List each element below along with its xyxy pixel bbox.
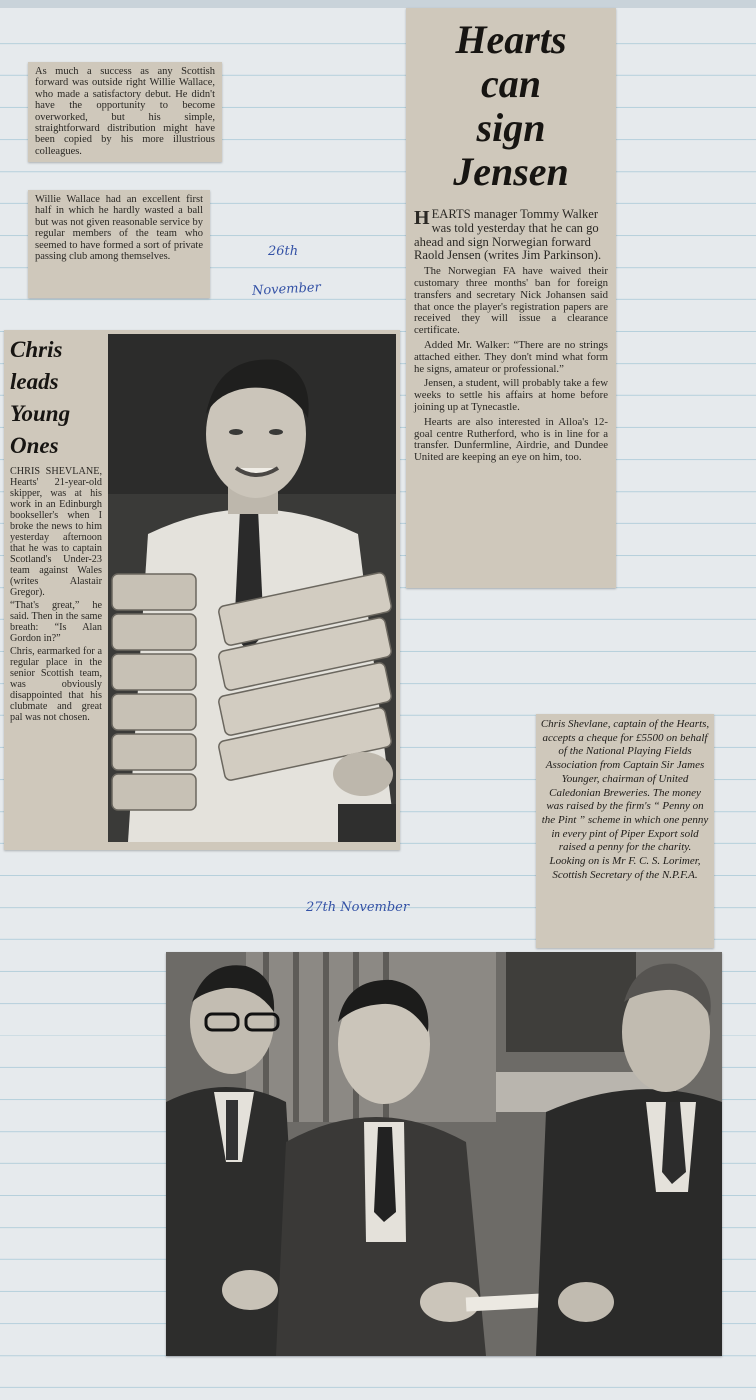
chris-headline-line-2: leads (10, 369, 59, 394)
cheque-photo-illustration (166, 952, 722, 1356)
jensen-headline-line-2: can (481, 61, 541, 106)
jensen-body (406, 194, 616, 473)
wallace-snippet-1 (28, 62, 222, 162)
jensen-headline-line-1: Hearts (455, 17, 567, 62)
chris-photo-illustration (108, 334, 396, 842)
jensen-headline-line-3: sign (476, 105, 546, 150)
handwritten-date-day: 26th (268, 244, 299, 259)
handwritten-date-2: 27th November (306, 900, 410, 915)
chris-text-column (10, 334, 102, 725)
jensen-lead (414, 208, 608, 263)
chris-article (4, 330, 400, 850)
jensen-headline-line-4: Jensen (453, 149, 569, 194)
chris-headline-line-4: Ones (10, 433, 59, 458)
handwritten-date-month: November (251, 280, 322, 299)
chris-paragraph: “That's great,” he said. Then in the same breath: “Is Alan Gordon in?” (10, 600, 102, 644)
cheque-presentation-photo (166, 952, 722, 1356)
jensen-paragraph: Hearts are also interested in Alloa's 12-goal centre Rutherford, who is in line for a transfer. Dunfermline, Airdrie, and Dundee United are keeping an eye on him, too. (414, 415, 608, 464)
chris-paragraph: Chris, earmarked for a regular place in the senior Scottish team, was obviously disappointed that his clubmate and great pal was not chosen. (10, 646, 102, 723)
jensen-paragraph: The Norwegian FA have waived their customary three months' ban for foreign transfers and secretary Nick Johansen said that once the player's registration papers are received they will issue a clearance certificate. (414, 265, 608, 337)
jensen-drop-cap: H (414, 207, 430, 229)
jensen-lead-text: EARTS manager Tommy Walker was told yesterday that he can go ahead and sign Norwegian forward Raold Jensen (writes Jim Parkinson). (414, 207, 602, 263)
chris-headline-line-3: Young (10, 401, 71, 426)
wallace-snippet-2 (28, 190, 210, 298)
jensen-paragraph: Added Mr. Walker: “There are no strings attached either. They don't mind what form he signs, amateur or professional.” (414, 338, 608, 375)
chris-headline-line-1: Chris (10, 337, 63, 362)
chris-shevlane-photo (108, 334, 396, 842)
chris-paragraph: CHRIS SHEVLANE, Hearts' 21-year-old skipper, was at his work in an Edinburgh bookseller's when I broke the news to him yesterday afternoon that he was to captain Scotland's Under-23 team against Wales (writes Alastair Gregor). (10, 466, 102, 598)
wallace-snippet-1-text: As much a success as any Scottish forward was outside right Willie Wallace, who made a satisfactory debut. He didn't have the opportunity to become overworked, but his simple, straightforward distribution might have been copied by his more illustrious colleagues. (35, 66, 215, 157)
chris-headline (10, 334, 102, 462)
page-top-edge (0, 0, 756, 8)
jensen-headline (406, 8, 616, 194)
cheque-caption (536, 714, 714, 948)
jensen-article (406, 8, 616, 588)
cheque-caption-text: Chris Shevlane, captain of the Hearts, accepts a cheque for £5500 on behalf of the National Playing Fields Association from Captain Sir James Younger, chairman of United Caledonian Breweries. The money was raised by the firm's “ Penny on the Pint ” scheme in which one penny in every pint of Piper Export sold raised a penny for the charity. Looking on is Mr F. C. S. Lorimer, Scottish Secretary of the N.P.F.A. (540, 718, 710, 881)
jensen-paragraph: Jensen, a student, will probably take a few weeks to settle his affairs at home before joining up at Tynecastle. (414, 377, 608, 413)
wallace-snippet-2-text: Willie Wallace had an excellent first half in which he hardly wasted a ball but was not given reasonable service by regular members of the team who seemed to have formed a sort of private passing club among themselves. (35, 194, 203, 263)
